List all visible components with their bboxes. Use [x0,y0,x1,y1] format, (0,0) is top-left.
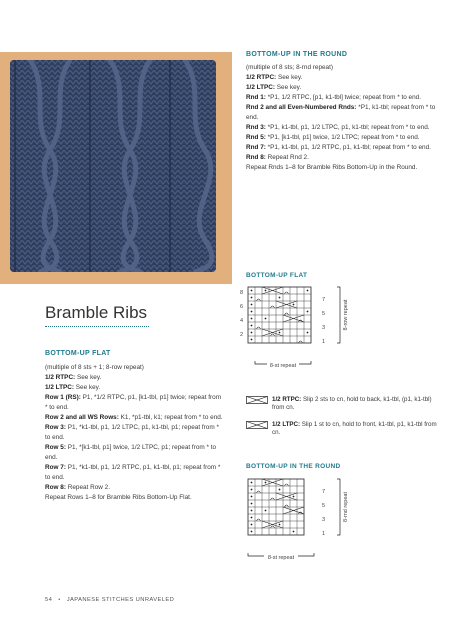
round-heading: BOTTOM-UP IN THE ROUND [246,51,348,58]
round-line: 1/2 RTPC: See key. [246,74,303,81]
chart-round-side-label: 8-rnd repeat [343,492,349,522]
footer-separator: • [58,597,61,603]
rtpc-symbol-icon [246,396,268,404]
key-ltpc-label: 1/2 LTPC: [272,421,301,428]
flat-line: Row 2 and all WS Rows: K1, *p1-tbl, k1; repeat from * to end. [45,414,223,421]
chart-flat [236,282,356,377]
round-line: Rnd 1: *P1, 1/2 RTPC, [p1, k1-tbl] twice; repeat from * to end. [246,94,421,101]
flat-line: Row 5: P1, *[k1-tbl, p1] twice, 1/2 LTPC, p1; repeat from * to end. [45,444,217,461]
round-line: Repeat Rnds 1–8 for Bramble Ribs Bottom-Up in the Round. [246,164,418,171]
chart-flat-side-label: 8-row repeat [343,299,349,331]
chart-round-row-number: 1 [322,531,326,537]
title-dotted-rule [45,326,149,327]
chart-round-bottom-label: 8-st repeat [267,555,295,561]
chart-flat-cells [248,287,311,343]
flat-line: Row 8: Repeat Row 2. [45,484,111,491]
round-line: 1/2 LTPC: See key. [246,84,302,91]
chart-flat-row-number: 3 [322,325,326,331]
flat-heading: BOTTOM-UP FLAT [45,350,111,357]
round-line: Rnd 7: *P1, k1-tbl, p1, 1/2 RTPC, p1, k1-tbl; repeat from * to end. [246,144,431,151]
flat-line: Row 1 (RS): P1, *1/2 RTPC, p1, [k1-tbl, p1] twice; repeat from * to end. [45,394,222,411]
chart-flat-row-number: 1 [322,339,326,345]
chart-flat-row-number: 5 [322,311,326,317]
chart-round-row-number: 5 [322,503,326,509]
flat-line: Repeat Rows 1–8 for Bramble Ribs Bottom-Up Flat. [45,494,192,501]
key-rtpc-text: Slip 2 sts to cn, hold to back, k1-tbl, (p1, k1-tbl) from cn. [272,396,432,411]
chart-flat-row-number: 2 [240,332,244,338]
chart-flat-row-number: 7 [322,297,326,303]
chart-round-grid [236,474,356,569]
flat-instructions [45,350,225,503]
flat-body [45,363,225,503]
round-body [246,63,441,173]
flat-multiple: (multiple of 8 sts + 1; 8-row repeat) [45,364,144,371]
key-rtpc [246,396,441,412]
chart-round-row-number: 3 [322,517,326,523]
round-line: Rnd 8: Repeat Rnd 2. [246,154,309,161]
knitted-swatch-photo [10,60,216,272]
page-footer [45,597,174,603]
chart-round-row-number: 7 [322,489,326,495]
chart-flat-heading: BOTTOM-UP FLAT [246,272,308,279]
chart-flat-grid [236,282,356,377]
key-rtpc-label: 1/2 RTPC: [272,396,302,403]
chart-round-cells [248,479,304,535]
round-multiple: (multiple of 8 sts; 8-rnd repeat) [246,64,334,71]
ltpc-symbol-icon [246,421,268,429]
flat-line: Row 3: P1, *k1-tbl, p1, 1/2 LTPC, p1, k1-tbl, p1; repeat from * to end. [45,424,219,441]
flat-line: 1/2 RTPC: See key. [45,374,102,381]
book-title: JAPANESE STITCHES UNRAVELED [66,597,175,603]
flat-line: 1/2 LTPC: See key. [45,384,101,391]
key-ltpc-text: Slip 1 st to cn, hold to front, k1-tbl, p1, k1-tbl from cn. [272,421,437,436]
round-line: Rnd 2 and all Even-Numbered Rnds: *P1, k1-tbl; repeat from * to end. [246,104,436,121]
chart-flat-row-number: 6 [240,304,244,310]
swatch-texture [10,60,216,272]
round-instructions [246,51,441,173]
swatch-photo-background [0,52,232,284]
round-line: Rnd 5: *P1, [k1-tbl, p1] twice, 1/2 LTPC; repeat from * to end. [246,134,420,141]
key-ltpc [246,421,441,437]
chart-flat-row-number: 8 [240,290,244,296]
chart-round [236,474,356,569]
round-line: Rnd 3: *P1, k1-tbl, p1, 1/2 LTPC, p1, k1-tbl; repeat from * to end. [246,124,430,131]
chart-flat-bottom-label: 8-st repeat [269,363,297,369]
chart-flat-row-number: 4 [240,318,244,324]
stitch-title: Bramble Ribs [45,303,148,322]
page-number: 54 [45,597,53,603]
flat-line: Row 7: P1, *k1-tbl, p1, 1/2 RTPC, p1, k1-tbl, p1; repeat from * to end. [45,464,221,481]
chart-round-heading: BOTTOM-UP IN THE ROUND [246,463,341,470]
